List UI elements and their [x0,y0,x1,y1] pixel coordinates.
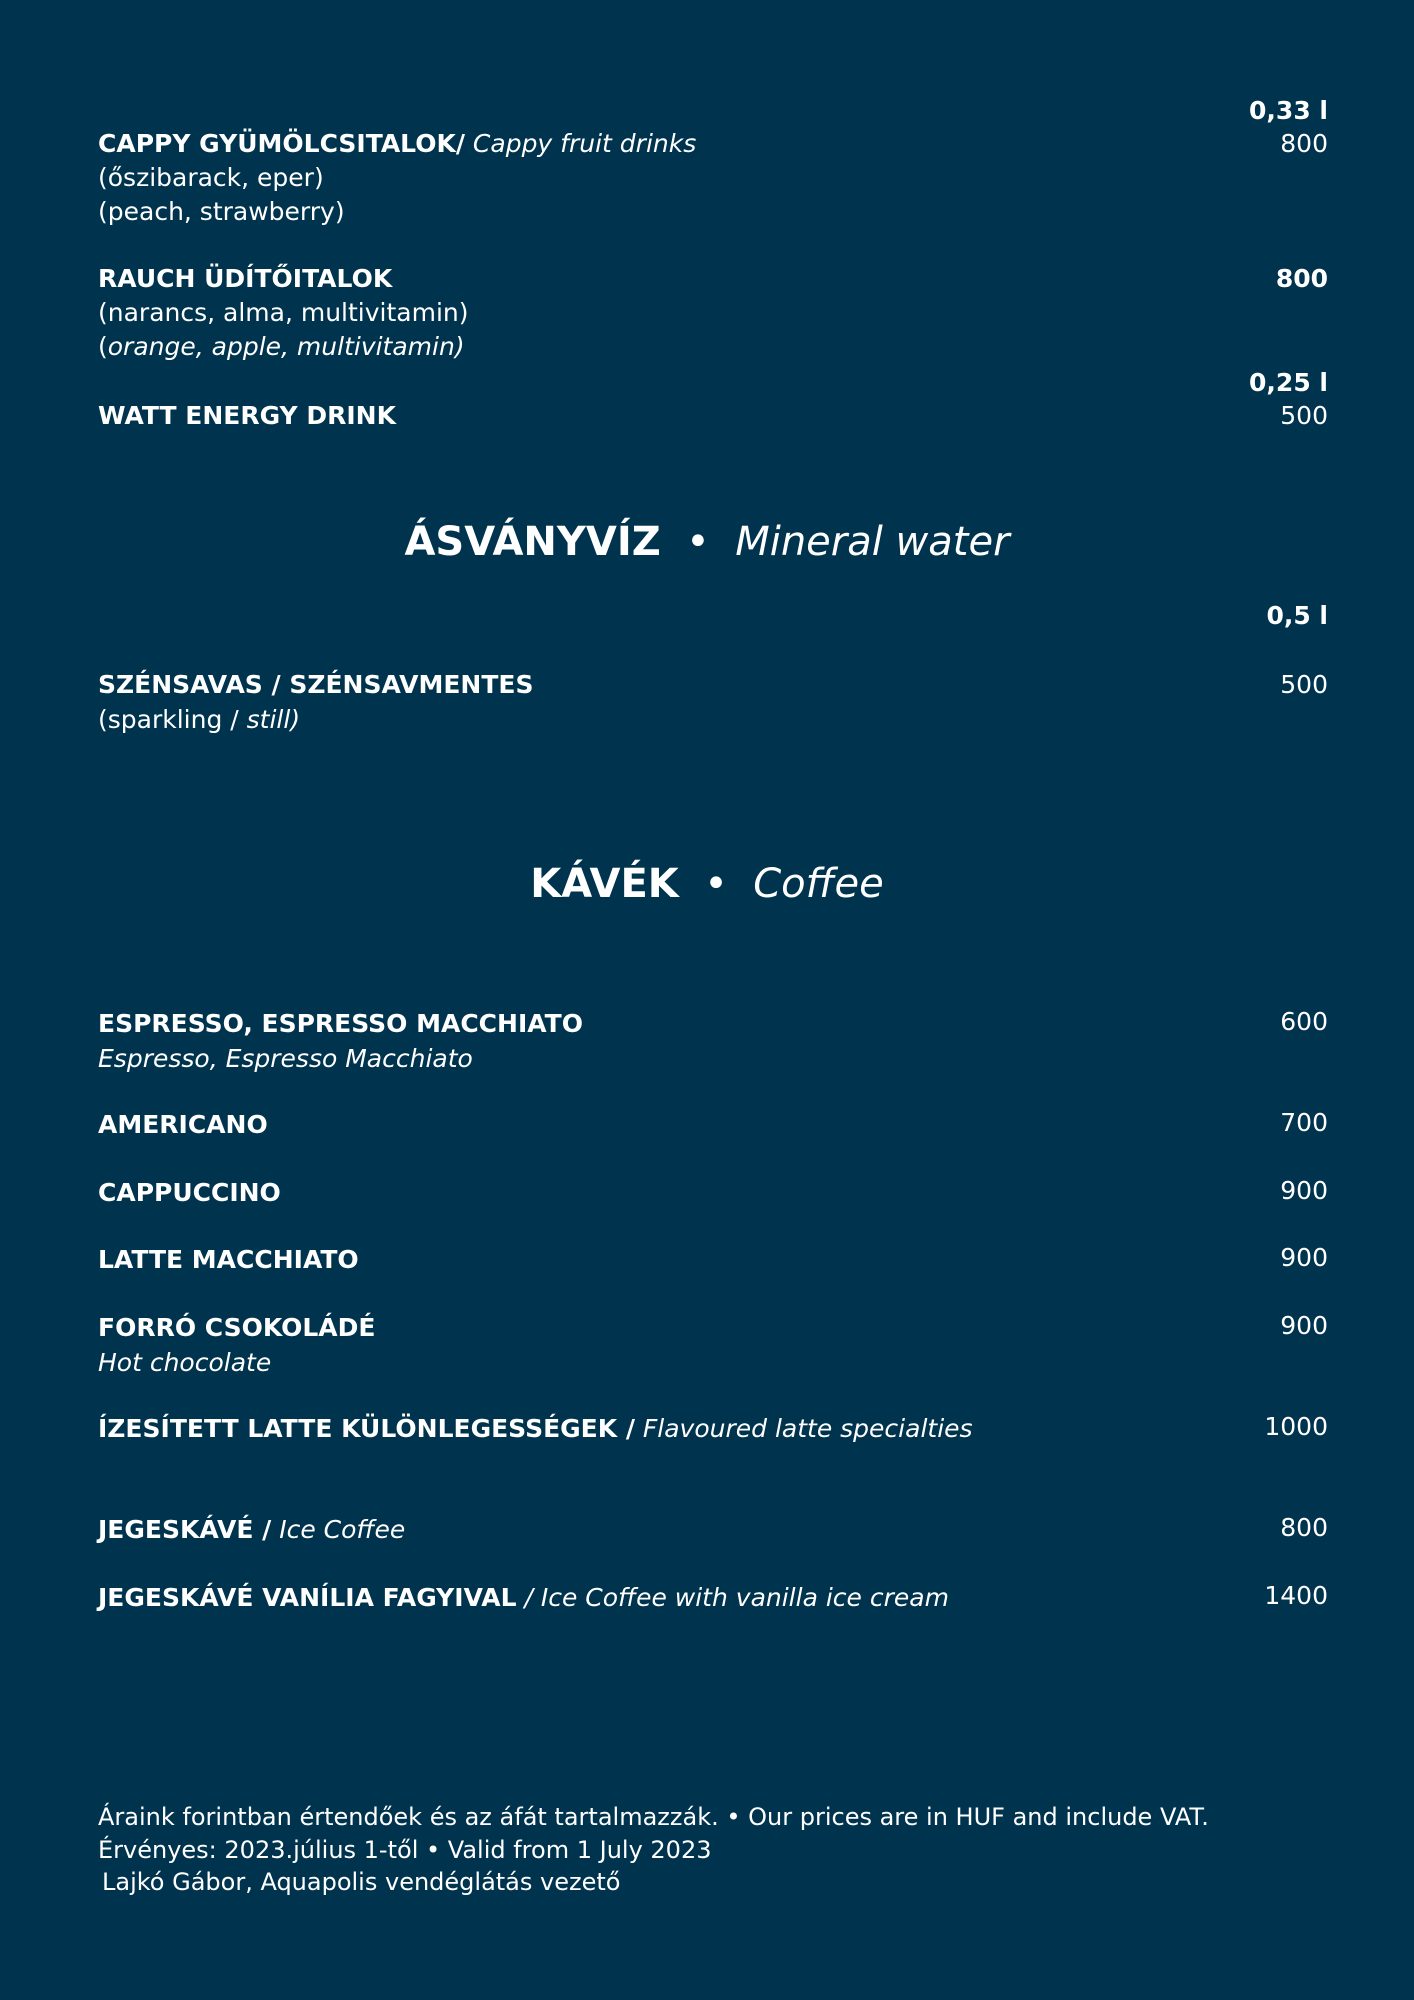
mineral-desc-2: still) [246,705,301,734]
volume-header-025: 0,25 l [1249,368,1328,397]
volume-header-05: 0,5 l [1266,601,1328,630]
mineral-item-name: SZÉNSAVAS / SZÉNSAVMENTES [98,670,534,699]
coffee-item-name: ÍZESÍTETT LATTE KÜLÖNLEGESSÉGEK / [98,1414,635,1443]
rauch-flavors-en [98,334,465,359]
rauch-flavors-hu: (narancs, alma, multivitamin) [98,298,469,327]
coffee-item-name: ESPRESSO, ESPRESSO MACCHIATO [98,1009,583,1038]
mineral-item-price: 500 [1280,670,1328,699]
rauch-flavors-en-open: ( [98,332,108,361]
coffee-item-name: CAPPUCCINO [98,1178,281,1207]
rauch-price: 800 [1275,264,1328,293]
coffee-heading [0,861,1414,907]
mineral-separator: • [686,519,710,565]
mineral-item-desc [98,707,300,732]
cappy-flavors-hu: (őszibarack, eper) [98,163,324,192]
coffee-item-price: 600 [1280,1007,1328,1036]
coffee-item [98,1585,949,1610]
coffee-item-name-en: Ice Coffee [279,1515,406,1544]
rauch-flavors-en-text: orange, apple, multivitamin) [107,332,465,361]
coffee-item [98,1517,405,1542]
coffee-item-name: LATTE MACCHIATO [98,1245,359,1274]
coffee-item-price: 900 [1280,1311,1328,1340]
coffee-item-price: 700 [1280,1108,1328,1137]
footer-valid-from: Érvényes: 2023.július 1-től • Valid from 1 July 2023 [98,1836,712,1864]
footer-signature: Lajkó Gábor, Aquapolis vendéglátás vezető [102,1868,621,1896]
cappy-price: 800 [1280,129,1328,158]
watt-name: WATT ENERGY DRINK [98,401,396,430]
coffee-item-name: JEGESKÁVÉ / [98,1515,272,1544]
coffee-item-name: AMERICANO [98,1110,268,1139]
cappy-name-en: Cappy fruit drinks [472,129,697,158]
footer-prices-note: Áraink forintban értendőek és az áfát tartalmazzák. • Our prices are in HUF and include VAT. [98,1803,1209,1831]
volume-header-033: 0,33 l [1249,96,1328,125]
coffee-item-price: 800 [1280,1513,1328,1542]
coffee-item-desc: Espresso, Espresso Macchiato [98,1044,473,1073]
coffee-item-name-en: Flavoured latte specialties [642,1414,973,1443]
coffee-item-price: 1400 [1264,1581,1328,1610]
coffee-item-name: JEGESKÁVÉ VANÍLIA FAGYIVAL [98,1583,517,1612]
coffee-item-desc: Hot chocolate [98,1348,272,1377]
coffee-item-price: 900 [1280,1176,1328,1205]
mineral-title-hu: ÁSVÁNYVÍZ [404,519,661,565]
mineral-water-heading [0,519,1414,565]
coffee-item-price: 900 [1280,1243,1328,1272]
coffee-item [98,1416,973,1441]
cappy-name: CAPPY GYÜMÖLCSITALOK/ [98,129,465,158]
cappy-flavors-en: (peach, strawberry) [98,197,345,226]
coffee-item-name-en: / Ice Coffee with vanilla ice cream [524,1583,949,1612]
mineral-title-en: Mineral water [735,519,1010,565]
coffee-separator: • [704,861,728,907]
mineral-desc-1: (sparkling / [98,705,247,734]
coffee-title-hu: KÁVÉK [530,861,679,907]
coffee-title-en: Coffee [753,861,884,907]
rauch-name: RAUCH ÜDÍTŐITALOK [98,264,393,293]
coffee-item-name: FORRÓ CSOKOLÁDÉ [98,1313,376,1342]
coffee-item-price: 1000 [1264,1412,1328,1441]
cappy-item [98,131,696,156]
watt-price: 500 [1280,401,1328,430]
